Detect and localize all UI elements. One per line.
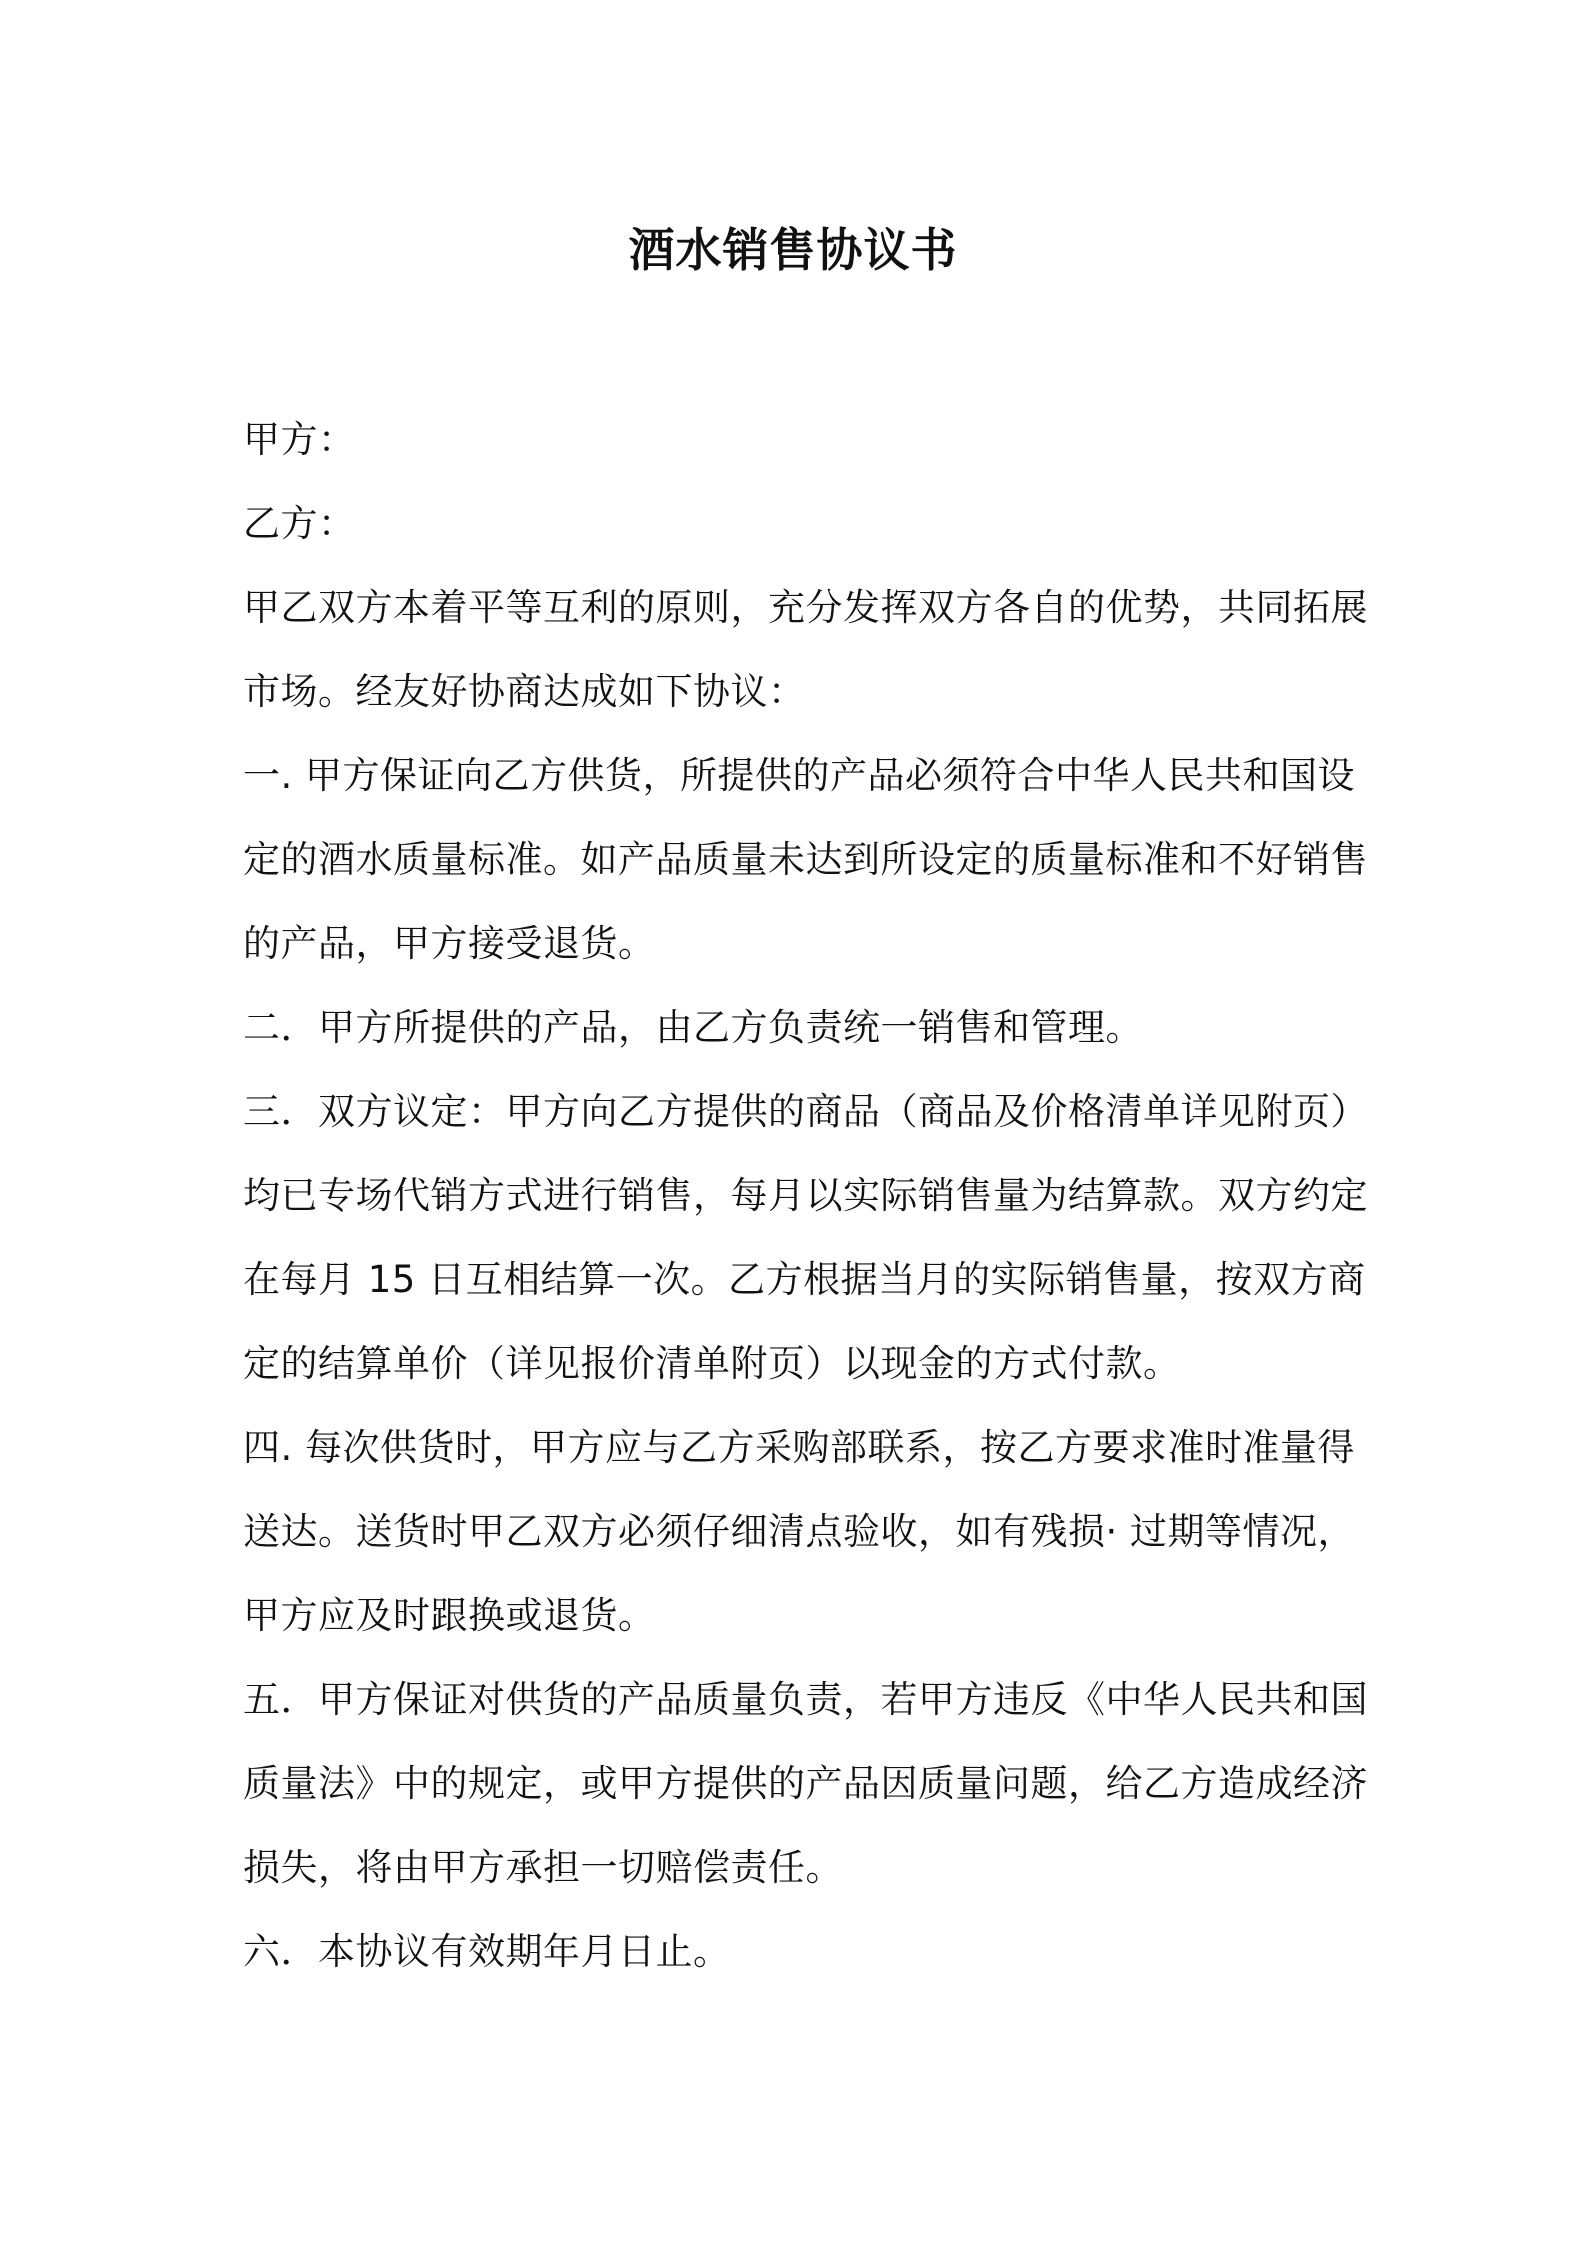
clause-3-line: 在每月 15 日互相结算一次。乙方根据当月的实际销售量，按双方商 — [243, 1258, 1366, 1301]
clause-5-line: 五．甲方保证对供货的产品质量负责，若甲方违反《中华人民共和国 — [243, 1678, 1368, 1721]
clause-4-line: 送达。送货时甲乙双方必须仔细清点验收，如有残损· 过期等情况， — [243, 1510, 1356, 1553]
clause-1-line: 的产品，甲方接受退货。 — [243, 922, 656, 965]
document-title: 酒水销售协议书 — [628, 223, 958, 277]
clause-4-line: 四. 每次供货时，甲方应与乙方采购部联系，按乙方要求准时准量得 — [243, 1426, 1356, 1469]
clause-5-line: 损失，将由甲方承担一切赔偿责任。 — [243, 1846, 843, 1889]
clause-3-line: 均已专场代销方式进行销售，每月以实际销售量为结算款。双方约定 — [243, 1174, 1368, 1217]
clause-3-line: 三．双方议定：甲方向乙方提供的商品（商品及价格清单详见附页） — [243, 1090, 1368, 1133]
clause-1-line: 定的酒水质量标准。如产品质量未达到所设定的质量标准和不好销售 — [243, 838, 1368, 881]
party-b-line: 乙方： — [243, 502, 356, 545]
clause-3-line: 定的结算单价（详见报价清单附页）以现金的方式付款。 — [243, 1342, 1181, 1385]
clause-6-line: 六．本协议有效期年月日止。 — [243, 1930, 731, 1973]
preamble-line: 市场。经友好协商达成如下协议： — [243, 670, 806, 713]
document-body — [243, 398, 1368, 1994]
preamble-line: 甲乙双方本着平等互利的原则，充分发挥双方各自的优势，共同拓展 — [243, 586, 1368, 629]
clause-4-line: 甲方应及时跟换或退货。 — [243, 1594, 656, 1637]
clause-2-line: 二．甲方所提供的产品，由乙方负责统一销售和管理。 — [243, 1006, 1143, 1049]
party-a-line: 甲方： — [243, 418, 356, 461]
clause-5-line: 质量法》中的规定，或甲方提供的产品因质量问题，给乙方造成经济 — [243, 1762, 1368, 1805]
clause-1-line: 一. 甲方保证向乙方供货，所提供的产品必须符合中华人民共和国设 — [243, 754, 1356, 797]
